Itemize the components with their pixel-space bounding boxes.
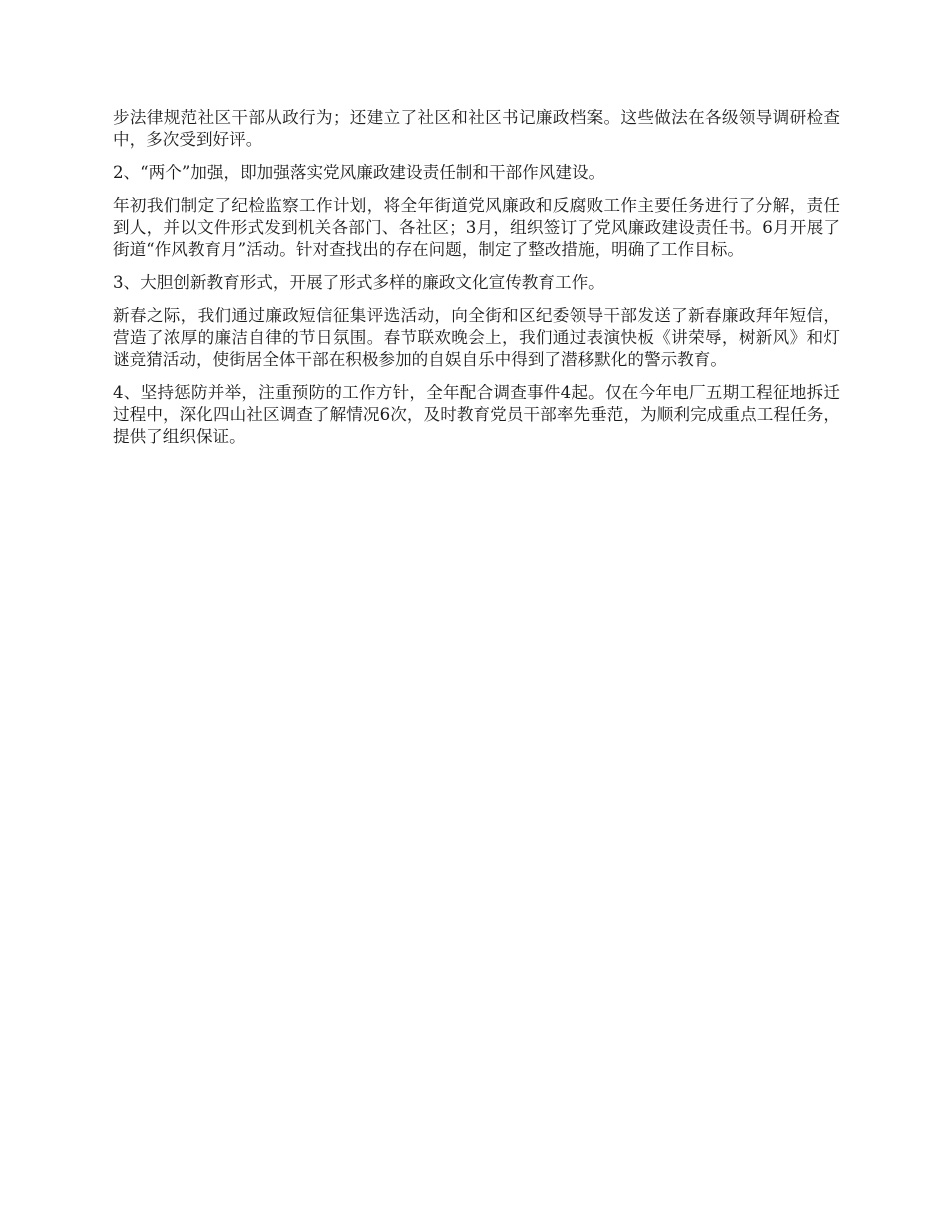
paragraph-prevention-policy: 4、坚持惩防并举，注重预防的工作方针，全年配合调查事件4起。仅在今年电厂五期工程征地拆迁过程中，深化四山社区调查了解情况6次，及时教育党员干部率先垂范，为顺利完成重点工程任务，提供了组织保证。: [113, 383, 840, 446]
section-heading-two-strengthen: 2、“两个”加强，即加强落实党风廉政建设责任制和干部作风建设。: [113, 163, 606, 182]
section-heading-education-forms: 3、大胆创新教育形式，开展了形式多样的廉政文化宣传教育工作。: [113, 273, 605, 292]
paragraph-work-plan: 年初我们制定了纪检监察工作计划，将全年街道党风廉政和反腐败工作主要任务进行了分解，责任到人，并以文件形式发到机关各部门、各社区；3月，组织签订了党风廉政建设责任书。6月开展了街道“作风教育月”活动。针对查找出的存在问题，制定了整改措施，明确了工作目标。: [113, 196, 840, 259]
paragraph-archive-records: 步法律规范社区干部从政行为；还建立了社区和社区书记廉政档案。这些做法在各级领导调研检查中，多次受到好评。: [113, 108, 840, 149]
document-body: [113, 107, 840, 459]
paragraph-spring-festival: 新春之际，我们通过廉政短信征集评选活动，向全街和区纪委领导干部发送了新春廉政拜年短信，营造了浓厚的廉洁自律的节日氛围。春节联欢晚会上，我们通过表演快板《讲荣辱，树新风》和灯谜竞猜活动，使街居全体干部在积极参加的自娱自乐中得到了潜移默化的警示教育。: [113, 306, 840, 369]
